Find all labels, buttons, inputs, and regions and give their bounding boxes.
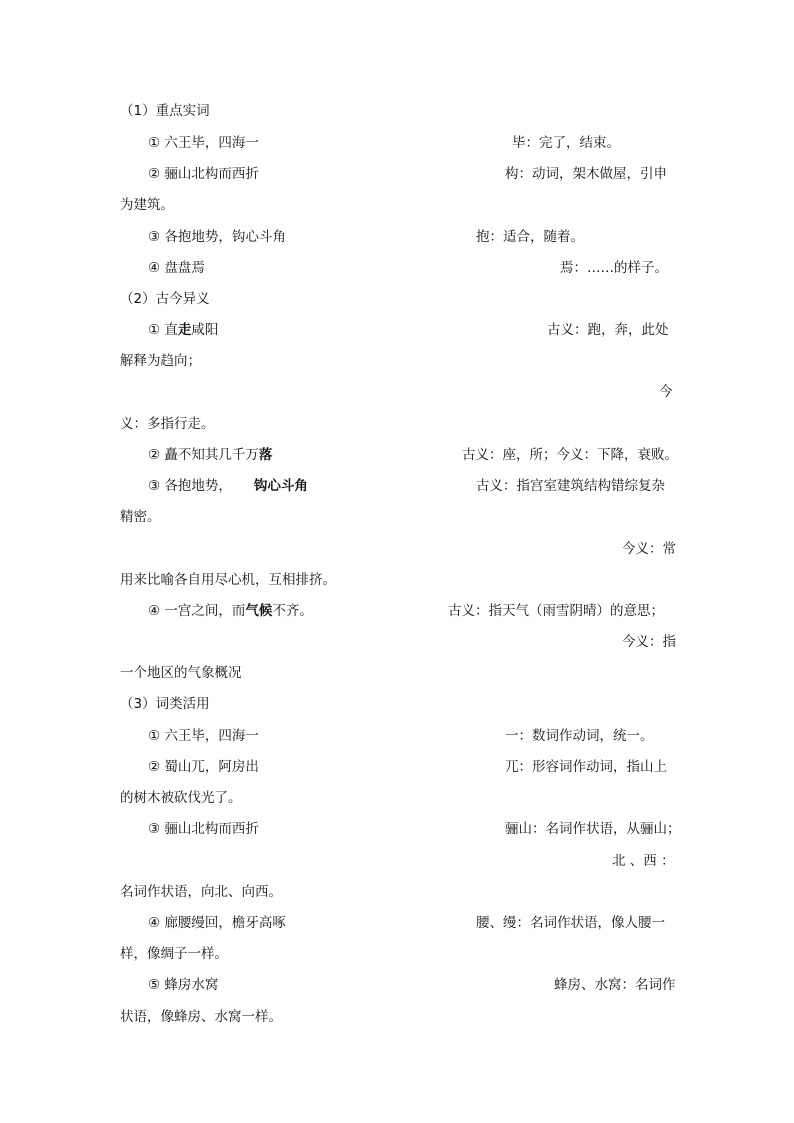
explanation-continuation: 今义：指 bbox=[622, 634, 676, 650]
explanation-text: 构：动词，架木做屋，引申 bbox=[505, 166, 667, 182]
explanation-text: 抱：适合，随着。 bbox=[476, 229, 584, 245]
explanation-text: 古义：座，所；今义：下降，衰败。 bbox=[462, 447, 678, 463]
example-text: ② 蜀山兀，阿房出 bbox=[148, 759, 259, 775]
explanation-continuation: 状语，像蜂房、水窝一样。 bbox=[120, 1009, 282, 1025]
emphasized-word: 钩心斗角 bbox=[253, 478, 308, 494]
explanation-continuation: 精密。 bbox=[120, 509, 161, 525]
example-text bbox=[148, 324, 218, 338]
example-text bbox=[148, 605, 313, 619]
explanation-continuation: 样，像绸子一样。 bbox=[120, 946, 228, 962]
example-text bbox=[148, 480, 308, 494]
example-text: ⑤ 蜂房水窝 bbox=[148, 977, 219, 993]
example-text: ① 六王毕，四海一 bbox=[148, 728, 259, 744]
example-text-part: 不齐。 bbox=[272, 603, 313, 619]
explanation-continuation: 北 、西 ： bbox=[612, 853, 675, 869]
explanation-continuation: 名词作状语，向北、向西。 bbox=[120, 884, 282, 900]
explanation-text: 兀：形容词作动词，指山上 bbox=[505, 759, 667, 775]
example-text-part: ② 矗不知其几千万 bbox=[148, 447, 259, 463]
example-text-part: ④ 一宫之间，而 bbox=[148, 603, 246, 619]
explanation-continuation: 今 bbox=[659, 384, 673, 400]
emphasized-word: 气候 bbox=[245, 603, 273, 619]
example-text: ④ 盘盘焉 bbox=[148, 260, 205, 276]
explanation-continuation: 解释为趋向； bbox=[120, 353, 201, 369]
explanation-text: 古义：指宫室建筑结构错综复杂 bbox=[476, 478, 665, 494]
explanation-continuation: 的树木被砍伐光了。 bbox=[120, 790, 242, 806]
example-text: ② 骊山北构而西折 bbox=[148, 166, 259, 182]
explanation-text: 古义：跑，奔，此处 bbox=[547, 322, 669, 338]
explanation-continuation: 义：多指行走。 bbox=[120, 416, 215, 432]
example-text bbox=[148, 449, 272, 463]
emphasized-word: 走 bbox=[177, 322, 192, 338]
example-text: ① 六王毕，四海一 bbox=[148, 135, 259, 151]
example-text: ③ 骊山北构而西折 bbox=[148, 821, 259, 837]
example-text: ④ 廊腰缦回，檐牙高啄 bbox=[148, 915, 286, 931]
explanation-continuation: 用来比喻各自用尽心机，互相排挤。 bbox=[120, 572, 336, 588]
explanation-text: 古义：指天气（雨雪阴晴）的意思； bbox=[448, 603, 664, 619]
explanation-text: 腰、缦：名词作状语，像人腰一 bbox=[476, 915, 665, 931]
explanation-text: 毕：完了，结束。 bbox=[512, 135, 620, 151]
explanation-continuation: 为建筑。 bbox=[120, 197, 174, 213]
explanation-continuation: 一个地区的气象概况 bbox=[120, 665, 242, 681]
example-text: ③ 各抱地势，钩心斗角 bbox=[148, 229, 286, 245]
explanation-continuation: 今义：常 bbox=[622, 541, 676, 557]
explanation-text: 蜂房、水窝：名词作 bbox=[554, 977, 676, 993]
section-heading: （1）重点实词 bbox=[120, 103, 210, 119]
explanation-text: 骊山：名词作状语，从骊山； bbox=[505, 821, 681, 837]
example-text-part: ① 直 bbox=[148, 322, 178, 338]
explanation-text: 一：数词作动词，统一。 bbox=[505, 728, 654, 744]
emphasized-word: 落 bbox=[258, 447, 273, 463]
example-text-part: 咸阳 bbox=[191, 322, 219, 338]
explanation-text: 焉：……的样子。 bbox=[560, 260, 668, 276]
section-heading: （3）词类活用 bbox=[120, 696, 210, 712]
section-heading: （2）古今异义 bbox=[120, 291, 210, 307]
example-text-part: ③ 各抱地势， bbox=[148, 478, 232, 494]
